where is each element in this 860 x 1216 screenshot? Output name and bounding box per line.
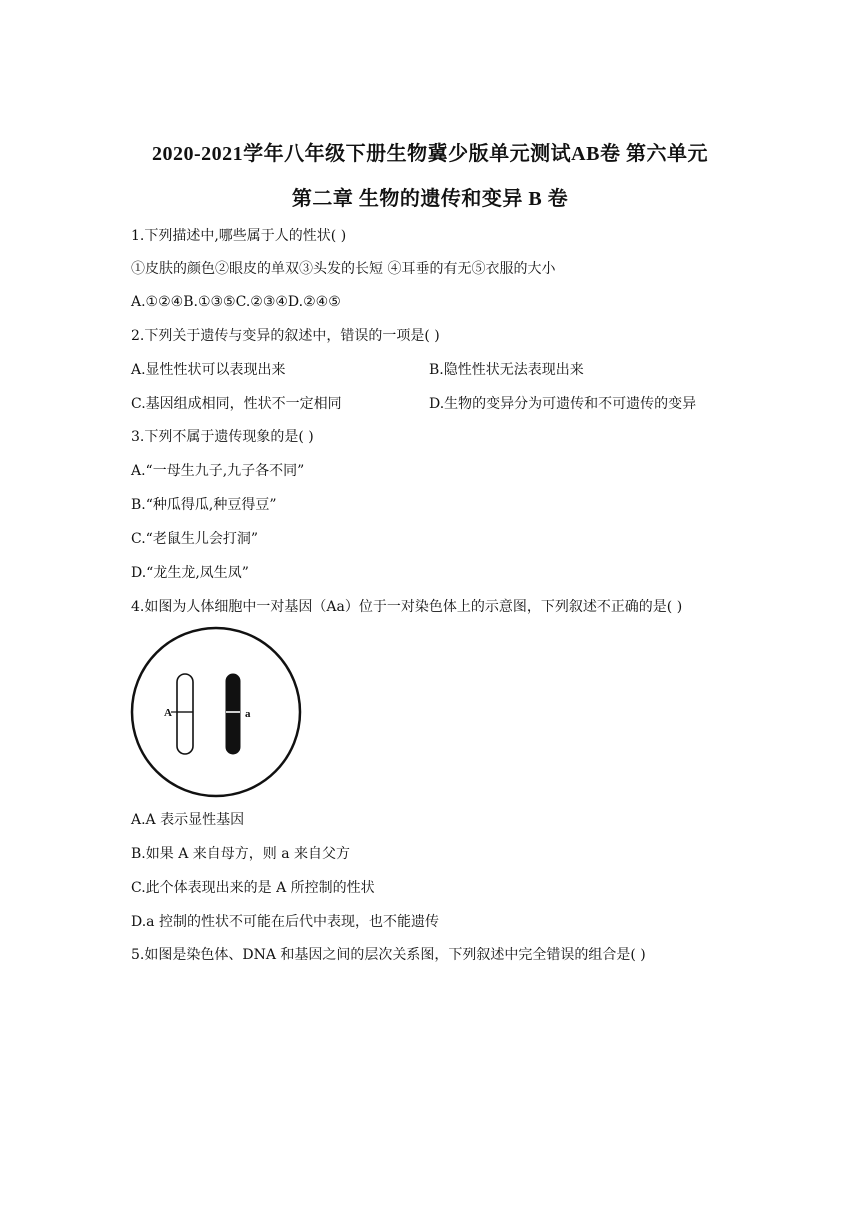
question-2-option-b: B.隐性性状无法表现出来: [429, 362, 584, 378]
chromosome-left: [177, 674, 193, 754]
question-2-option-c: C.基因组成相同，性状不一定相同: [131, 396, 342, 412]
question-1-stem: 1.下列描述中,哪些属于人的性状( ): [131, 228, 347, 244]
question-1-options: A.①②④B.①③⑤C.②③④D.②④⑤: [131, 294, 341, 310]
question-4-option-c: C.此个体表现出来的是 A 所控制的性状: [131, 880, 375, 896]
question-4-option-a: A.A 表示显性基因: [131, 812, 245, 828]
question-3-option-b: B.“种瓜得瓜,种豆得豆”: [131, 497, 277, 513]
question-2-option-a: A.显性性状可以表现出来: [131, 362, 286, 378]
question-1-items: ①皮肤的颜色②眼皮的单双③头发的长短 ④耳垂的有无⑤衣服的大小: [131, 261, 556, 277]
gene-label-A: A: [164, 707, 172, 719]
question-3-stem: 3.下列不属于遗传现象的是( ): [131, 429, 314, 445]
question-3-option-a: A.“一母生九子,九子各不同”: [131, 463, 305, 479]
question-2-option-d: D.生物的变异分为可遗传和不可遗传的变异: [429, 396, 697, 412]
chromosome-right: [226, 674, 240, 754]
document-title: 2020-2021学年八年级下册生物冀少版单元测试AB卷 第六单元: [152, 143, 708, 165]
question-2-stem: 2.下列关于遗传与变异的叙述中，错误的一项是( ): [131, 328, 440, 344]
question-4-stem: 4.如图为人体细胞中一对基因（Aa）位于一对染色体上的示意图，下列叙述不正确的是( ): [131, 599, 683, 615]
gene-label-a: a: [245, 708, 251, 720]
question-4-option-d: D.a 控制的性状不可能在后代中表现，也不能遗传: [131, 914, 439, 930]
chromosome-pair-figure: [130, 626, 302, 798]
document-subtitle: 第二章 生物的遗传和变异 B 卷: [291, 188, 569, 210]
question-3-option-c: C.“老鼠生儿会打洞”: [131, 531, 258, 547]
question-3-option-d: D.“龙生龙,凤生凤”: [131, 565, 249, 581]
question-5-stem: 5.如图是染色体、DNA 和基因之间的层次关系图，下列叙述中完全错误的组合是( ): [131, 947, 646, 963]
question-4-option-b: B.如果 A 来自母方，则 a 来自父方: [131, 846, 350, 862]
cell-outline: [132, 628, 300, 796]
